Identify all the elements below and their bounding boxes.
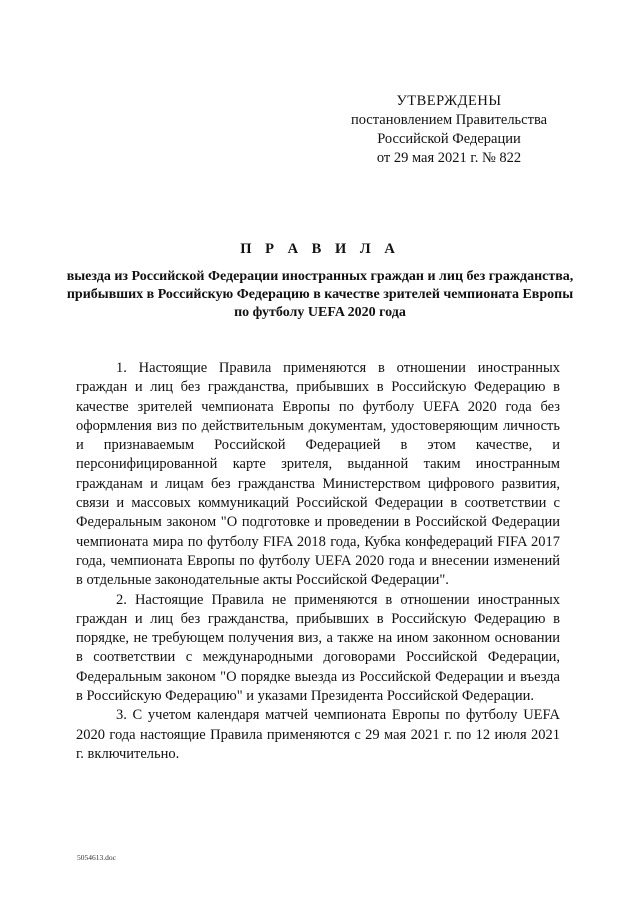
footer-filename: 5054613.doc [77, 853, 116, 862]
approval-title: УТВЕРЖДЕНЫ [396, 93, 502, 109]
document-body [76, 359, 560, 764]
document-subtitle: выезда из Российской Федерации иностранных граждан и лиц без гражданства, прибывших в Российскую Федерацию в качестве зрителей чемпионата Европы по футболу UEFA 2020 года [66, 269, 574, 320]
approval-decree-line: постановлением Правительства [350, 112, 548, 128]
paragraph-1: 1. Настоящие Правила применяются в отношении иностранных граждан и лиц без гражданства, прибывших в Российскую Федерацию в качестве зрителей чемпионата Европы по футболу UEFA 2020 года без оформления виз по действительным документам, удостоверяющим личность и признаваемым Российской Федерацией в этом качестве, и персонифицированной карте зрителя, выданной таким иностранным гражданам и лицам без гражданства Министерством цифрового развития, связи и массовых коммуникаций Российской Федерации в соответствии с Федеральным законом "О подготовке и проведении в Российской Федерации чемпионата мира по футболу FIFA 2018 года, Кубка конфедераций FIFA 2017 года, чемпионата Европы по футболу UEFA 2020 года и внесении изменений в отдельные законодательные акты Российской Федерации". [76, 360, 560, 589]
document-title: П Р А В И Л А [240, 241, 400, 257]
approval-stamp [338, 92, 560, 168]
paragraph-3: 3. С учетом календаря матчей чемпионата Европы по футболу UEFA 2020 года настоящие Правила применяются с 29 мая 2021 г. по 12 июля 2021 г. включительно. [76, 707, 560, 762]
approval-authority-line: Российской Федерации [377, 131, 521, 147]
approval-date-number: от 29 мая 2021 г. № 822 [376, 150, 522, 166]
paragraph-2: 2. Настоящие Правила не применяются в отношении иностранных граждан и лиц без гражданства, прибывших в Российскую Федерацию в порядке, не требующем получения виз, а также на ином законном основании в соответствии с международными договорами Российской Федерации, Федеральным законом "О порядке выезда из Российской Федерации и въезда в Российскую Федерацию" и указами Президента Российской Федерации. [76, 591, 560, 705]
